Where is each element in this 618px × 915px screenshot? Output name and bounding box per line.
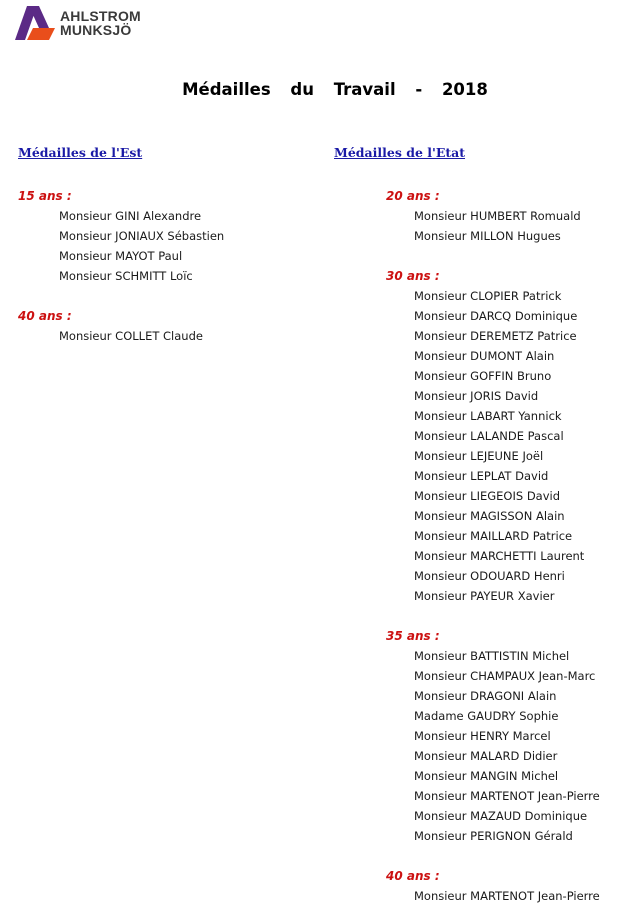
medal-group <box>386 266 600 606</box>
honoree-name: Monsieur MALARD Didier <box>414 749 558 763</box>
honoree-name: Monsieur MAZAUD Dominique <box>414 809 588 823</box>
group-label: 40 ans : <box>386 869 440 883</box>
page-title: Médailles du Travail - 2018 <box>182 80 488 99</box>
group-list-est <box>18 186 224 346</box>
group-list-etat <box>334 186 600 906</box>
ahlstrom-munksjo-logo-mark-icon <box>15 6 55 40</box>
honoree-name: Monsieur MARCHETTI Laurent <box>414 549 585 563</box>
honoree-name: Monsieur LABART Yannick <box>414 409 562 423</box>
honoree-name: Monsieur MAILLARD Patrice <box>414 529 573 543</box>
honoree-name: Monsieur MARTENOT Jean-Pierre <box>414 889 600 903</box>
logo-line-1: AHLSTROM <box>60 8 141 24</box>
column-medailles-etat <box>334 146 600 906</box>
honoree-name: Monsieur HENRY Marcel <box>414 729 551 743</box>
honoree-name: Madame GAUDRY Sophie <box>414 709 559 723</box>
honoree-name: Monsieur LIEGEOIS David <box>414 489 561 503</box>
honoree-name: Monsieur PERIGNON Gérald <box>414 829 573 843</box>
group-label: 15 ans : <box>18 189 72 203</box>
logo-text <box>60 9 141 37</box>
group-label: 30 ans : <box>386 269 440 283</box>
honoree-name: Monsieur GOFFIN Bruno <box>414 369 552 383</box>
honoree-name: Monsieur HUMBERT Romuald <box>414 209 581 223</box>
honoree-name: Monsieur CLOPIER Patrick <box>414 289 562 303</box>
honoree-name: Monsieur DUMONT Alain <box>414 349 555 363</box>
honoree-name: Monsieur LEPLAT David <box>414 469 549 483</box>
medal-group <box>386 626 600 846</box>
column-medailles-est <box>18 146 224 346</box>
group-label: 20 ans : <box>386 189 440 203</box>
honoree-name: Monsieur JORIS David <box>414 389 539 403</box>
company-logo <box>15 6 141 40</box>
group-label: 40 ans : <box>18 309 72 323</box>
honoree-name: Monsieur MARTENOT Jean-Pierre <box>414 789 600 803</box>
honoree-name: Monsieur LEJEUNE Joël <box>414 449 544 463</box>
honoree-name: Monsieur MANGIN Michel <box>414 769 559 783</box>
medal-group <box>18 306 224 346</box>
honoree-name: Monsieur JONIAUX Sébastien <box>59 229 225 243</box>
honoree-name: Monsieur GINI Alexandre <box>59 209 202 223</box>
medal-group <box>386 186 600 246</box>
honoree-name: Monsieur SCHMITT Loïc <box>59 269 193 283</box>
honoree-name: Monsieur CHAMPAUX Jean-Marc <box>414 669 596 683</box>
medal-group <box>386 866 600 906</box>
honoree-name: Monsieur BATTISTIN Michel <box>414 649 570 663</box>
honoree-name: Monsieur MILLON Hugues <box>414 229 561 243</box>
honoree-name: Monsieur LALANDE Pascal <box>414 429 564 443</box>
honoree-name: Monsieur MAGISSON Alain <box>414 509 565 523</box>
honoree-name: Monsieur DRAGONI Alain <box>414 689 557 703</box>
honoree-name: Monsieur ODOUARD Henri <box>414 569 565 583</box>
logo-line-2: MUNKSJÖ <box>60 22 132 38</box>
honoree-name: Monsieur COLLET Claude <box>59 329 203 343</box>
honoree-name: Monsieur MAYOT Paul <box>59 249 183 263</box>
honoree-name: Monsieur DEREMETZ Patrice <box>414 329 577 343</box>
column-heading-etat[interactable]: Médailles de l'Etat <box>334 145 466 160</box>
medal-group <box>18 186 224 286</box>
honoree-name: Monsieur PAYEUR Xavier <box>414 589 555 603</box>
group-label: 35 ans : <box>386 629 440 643</box>
column-heading-est[interactable]: Médailles de l'Est <box>18 145 143 160</box>
honoree-name: Monsieur DARCQ Dominique <box>414 309 578 323</box>
